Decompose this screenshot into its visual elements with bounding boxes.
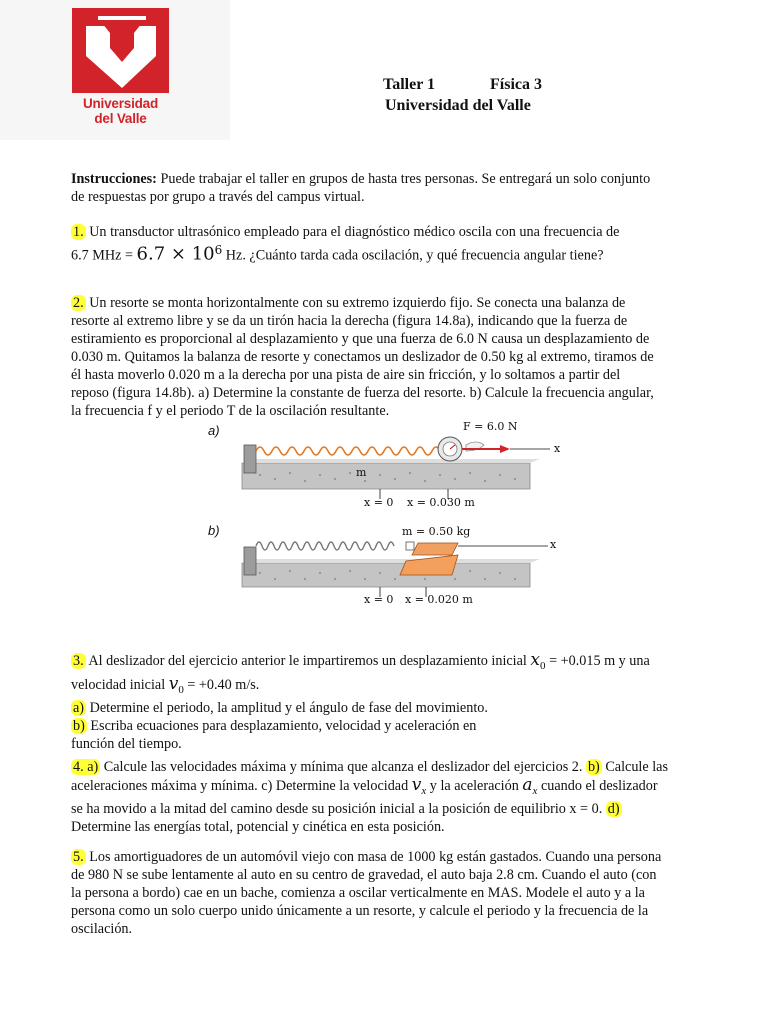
q2-line-4: 0.030 m. Quitamos la balanza de resorte y conectamos un deslizador de 0.50 kg al extremo, tiramos de — [71, 349, 654, 365]
q3-x0-sub: 0 — [540, 659, 546, 672]
figure-a-spring-icon — [256, 447, 454, 455]
mass-label: m = 0.50 kg — [402, 525, 471, 538]
q3-b-text: Escriba ecuaciones para desplazamiento, velocidad y aceleración en — [86, 717, 477, 734]
q1-line-2-pre: 6.7 MHz = — [71, 247, 137, 264]
q2-line-3: estiramiento es proporcional al desplazamiento y que una fuerza de 6.0 N causa un desplazamiento de — [71, 331, 650, 347]
q3-x0: x — [530, 650, 541, 670]
q4-line-2-mid: y la aceleración — [426, 778, 523, 794]
q1-math: 6.7 × 10 — [136, 243, 215, 265]
figure-b-x0-label: x = 0 — [364, 593, 394, 606]
figure-b-wall-icon — [244, 547, 256, 575]
q2-line-1: Un resorte se monta horizontalmente con su extremo izquierdo fijo. Se conecta una balanza de — [85, 295, 626, 311]
q5-line-3: la persona a bordo) cae en un bache, comienza a oscilar verticalmente en MAS. Modele el auto y a la — [71, 885, 645, 901]
q4-line-4: Determine las energías total, potencial y cinética en esta posición. — [71, 818, 445, 835]
figure-a-track — [242, 459, 540, 489]
q2-line-7: la frecuencia f y el periodo T de la oscilación resultante. — [71, 403, 390, 419]
q4-ax: a — [522, 775, 533, 795]
q3-number: 3. — [73, 653, 84, 669]
q3-line-2-pre: velocidad inicial — [71, 676, 169, 693]
figure-a-wall-icon — [244, 445, 256, 473]
force-label: F = 6.0 N — [463, 420, 518, 433]
q2-line-5: él hasta moverlo 0.020 m a la derecha por una pista de aire sin fricción, y lo soltamos a partir del — [71, 367, 621, 383]
instructions-paragraph — [71, 170, 697, 206]
q3-a-label: a) — [73, 699, 85, 716]
q4-d-label: d) — [607, 800, 620, 817]
question-1 — [71, 223, 697, 265]
figure-a-x0-label: x = 0 — [364, 496, 394, 509]
q1-line-2-post: Hz. ¿Cuánto tarda cada oscilación, y qué frecuencia angular tiene? — [222, 247, 604, 264]
q5-line-5: oscilación. — [71, 921, 133, 937]
q3-v0-sub: 0 — [178, 683, 184, 696]
figure-a-x1-label: x = 0.030 m — [407, 496, 475, 509]
question-4 — [71, 758, 697, 836]
instructions-line-2: de respuestas por grupo a través del campus virtual. — [71, 189, 365, 205]
q4-vx-sub: x — [421, 784, 427, 797]
figure-b-x-label: x — [550, 538, 557, 551]
logo-mark-icon — [72, 8, 169, 93]
q3-line-1-pre: Al deslizador del ejercicio anterior le impartiremos un desplazamiento inicial — [85, 653, 531, 669]
q1-number: 1. — [73, 224, 84, 240]
q3-line-2-post: = +0.40 m/s. — [183, 676, 260, 693]
instructions-line-1: Puede trabajar el taller en grupos de hasta tres personas. Se entregará un solo conjunto — [156, 171, 651, 187]
q2-line-6: reposo (figura 14.8b). a) Determine la constante de fuerza del resorte. b) Calcule la frecuencia angular, — [71, 385, 654, 401]
logo-line-1: Universidad — [82, 96, 159, 111]
instructions-label: Instrucciones: — [71, 171, 157, 187]
figure-b-x1-label: x = 0.020 m — [405, 593, 473, 606]
q3-b-label: b) — [73, 717, 85, 734]
q2-line-2: resorte al extremo libre y se da un tirón hacia la derecha (figura 14.8a), indicando que la fuerza de — [71, 313, 628, 329]
course-title: Física 3 — [490, 76, 542, 93]
q4-ax-sub: x — [532, 784, 538, 797]
q5-number: 5. — [73, 849, 84, 865]
figure-b-spring-icon — [256, 542, 394, 550]
logo-line-2: del Valle — [94, 111, 147, 126]
q3-v0: v — [168, 673, 179, 694]
q5-line-1: Los amortiguadores de un automóvil viejo con masa de 1000 kg están gastados. Cuando una persona — [85, 849, 662, 865]
glider-icon — [412, 543, 458, 555]
q4-line-2-pre: aceleraciones máxima y mínima. c) Determine la velocidad — [71, 778, 412, 794]
logo-background — [0, 0, 230, 140]
q4-line-1-b: Calcule las — [601, 759, 668, 775]
question-2 — [71, 294, 697, 420]
q4-vx: v — [411, 775, 422, 795]
figure-b-label: b) — [208, 523, 220, 538]
q4-line-1-a: Calcule las velocidades máxima y mínima que alcanza el deslizador del ejercicios 2. — [100, 759, 586, 775]
taller-title: Taller 1 — [383, 76, 436, 93]
q3-line-1-post: = +0.015 m y una — [545, 653, 650, 669]
q4-number: 4. a) — [73, 759, 99, 775]
q5-line-4: persona como un solo cuerpo unido únicamente a un resorte, y calcule el periodo y la frecuencia de la — [71, 903, 649, 919]
q4-line-2-post: cuando el deslizador — [537, 778, 658, 794]
q2-number: 2. — [73, 295, 84, 311]
figure-b-track — [242, 559, 540, 587]
university-logo — [72, 8, 169, 134]
figure-a-label: a) — [208, 423, 220, 438]
question-3 — [71, 651, 697, 753]
figure-a-m-label: m — [356, 466, 367, 479]
spring-figure-diagram — [230, 415, 570, 615]
question-5 — [71, 848, 697, 938]
q1-line-1: Un transductor ultrasónico empleado para el diagnóstico médico oscila con una frecuencia de — [85, 224, 620, 240]
q1-exponent: 6 — [214, 243, 223, 257]
q3-a-text: Determine el periodo, la amplitud y el ángulo de fase del movimiento. — [86, 699, 488, 716]
q5-line-2: de 980 N se sube lentamente al auto en su centro de gravedad, el auto baja 2.8 cm. Cuando el auto (con — [71, 867, 657, 883]
university-title: Universidad del Valle — [385, 97, 531, 114]
logo-text — [72, 96, 169, 126]
figure-a-x-label: x — [554, 442, 561, 455]
q4-line-3-pre: se ha movido a la mitad del camino desde su posición inicial a la posición de equilibrio x = 0. — [71, 800, 606, 817]
q4-b-label: b) — [587, 759, 600, 775]
q3-b-text-2: función del tiempo. — [71, 735, 182, 752]
